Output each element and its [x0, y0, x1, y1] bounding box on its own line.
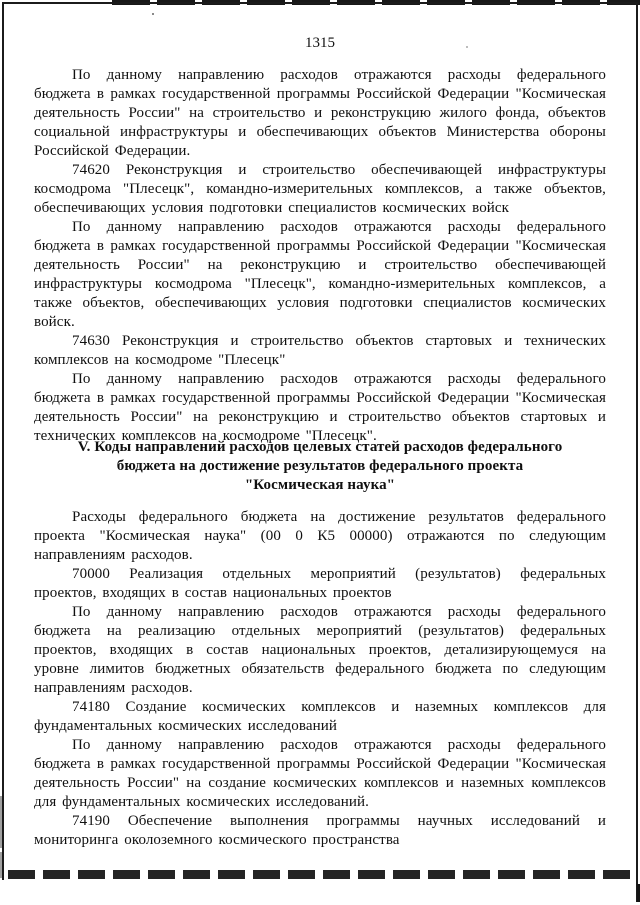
- paragraph: 74630 Реконструкция и строительство объектов стартовых и технических комплексов на космодроме "Плесецк": [34, 333, 606, 368]
- body-text-lower: [34, 508, 606, 850]
- paragraph: По данному направлению расходов отражаются расходы федерального бюджета на реализацию отдельных мероприятий (результатов) федеральных проектов, входящих в состав национальных проектов, детализирующемуся на уровне лимитов бюджетных обязательств федерального бюджета по следующим направлениям расходов.: [34, 604, 606, 696]
- body-text-upper: [34, 66, 606, 446]
- page-border-left: [2, 2, 4, 880]
- paragraph: 74190 Обеспечение выполнения программы научных исследований и мониторинга околоземного космического пространства: [34, 813, 606, 848]
- paragraph: По данному направлению расходов отражаются расходы федерального бюджета в рамках государственной программы Российской Федерации "Космическая деятельность России" на строительство и реконструкцию жилого фонда, объектов социальной инфраструктуры и обеспечивающих объектов Министерства обороны Российской Федерации.: [34, 67, 606, 159]
- section-heading-line: бюджета на достижение результатов федерального проекта: [116, 458, 524, 474]
- scan-artifact-left-mark: [0, 852, 2, 878]
- section-heading-line: "Космическая наука": [244, 477, 396, 493]
- section-heading: [34, 438, 606, 495]
- scan-artifact-bottom-bar: [8, 870, 632, 879]
- scan-speck: [152, 13, 154, 15]
- paragraph: По данному направлению расходов отражаются расходы федерального бюджета в рамках государственной программы Российской Федерации "Космическая деятельность России" на создание космических комплексов и наземных комплексов для фундаментальных космических исследований.: [34, 737, 606, 810]
- paragraph: 74620 Реконструкция и строительство обеспечивающей инфраструктуры космодрома "Плесецк", командно-измерительных комплексов, а также объектов, обеспечивающих условия подготовки специалистов космических войск: [34, 162, 606, 216]
- page-border-top: [2, 2, 638, 4]
- paragraph: Расходы федерального бюджета на достижение результатов федерального проекта "Космическая наука" (00 0 К5 00000) отражаются по следующим направлениям расходов.: [34, 509, 606, 563]
- paragraph: По данному направлению расходов отражаются расходы федерального бюджета в рамках государственной программы Российской Федерации "Космическая деятельность России" на реконструкцию и строительство объектов стартовых и технических комплексов на космодроме "Плесецк".: [34, 371, 606, 444]
- scan-artifact-left-mark: [0, 796, 2, 848]
- page-border-right: [636, 2, 638, 902]
- page-number: 1315: [305, 35, 335, 51]
- paragraph: 70000 Реализация отдельных мероприятий (результатов) федеральных проектов, входящих в состав национальных проектов: [34, 566, 606, 601]
- paragraph: По данному направлению расходов отражаются расходы федерального бюджета в рамках государственной программы Российской Федерации "Космическая деятельность России" на реконструкцию и строительство обеспечивающей инфраструктуры космодрома "Плесецк", командно-измерительных комплексов, а также объектов, обеспечивающих условия подготовки специалистов космических войск.: [34, 219, 606, 330]
- paragraph: 74180 Создание космических комплексов и наземных комплексов для фундаментальных космических исследований: [34, 699, 606, 734]
- section-heading-line: V. Коды направлений расходов целевых статей расходов федерального: [77, 439, 563, 455]
